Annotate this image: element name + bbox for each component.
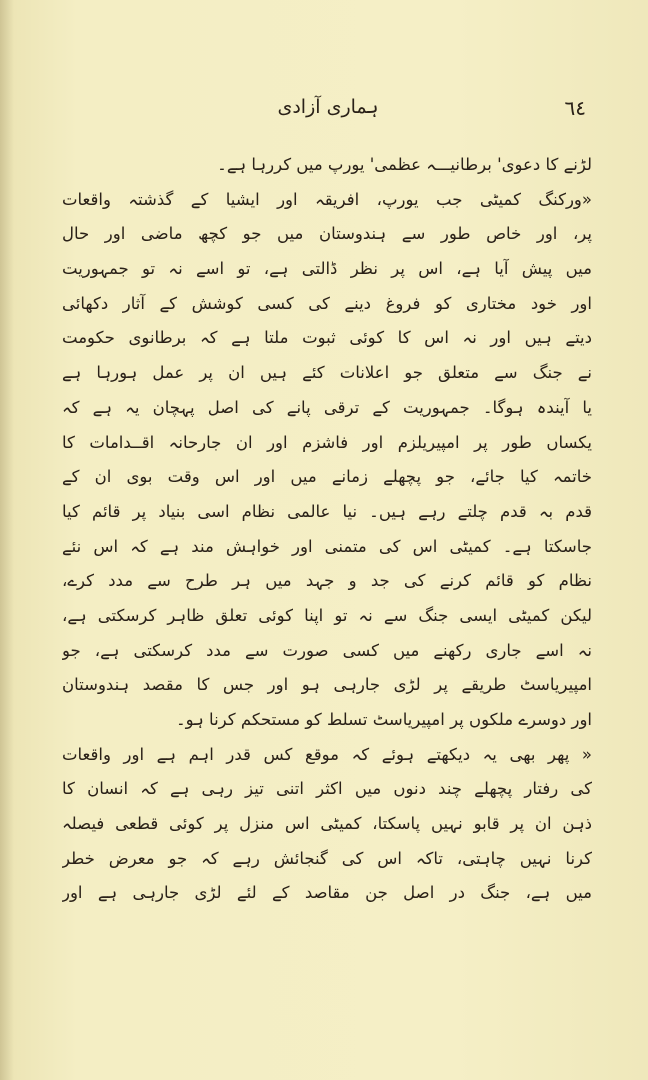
text-line: کی رفتار پچھلے چند دنوں میں اکثر اتنی تیز رہی ہے کہ انسان کا: [62, 779, 592, 799]
text-line: امپیریاسٹ طریقے پر لڑی جارہی ہو اور جس کا مقصد ہندوستان: [62, 675, 592, 695]
text-line: اور خود مختاری کو فروغ دینے کی کسی کوشش کے آثار دکھائی: [62, 293, 592, 313]
text-line: میں پیش آیا ہے، اس پر نظر ڈالتی ہے، تو اسے نہ تو جمہوریت: [62, 259, 592, 279]
text-line: جاسکتا ہے۔ کمیٹی اس کی متمنی اور خواہش مند ہے کہ اس نئے: [62, 536, 592, 556]
text-line: نہ اسے جاری رکھنے میں کسی صورت سے مدد کرسکتی ہے، جو: [62, 640, 592, 660]
text-line: نے جنگ سے متعلق جو اعلانات کئے ہیں ان پر عمل ہورہا ہے: [62, 363, 592, 383]
text-line: «ورکنگ کمیٹی جب یورپ، افریقہ اور ایشیا کے گذشتہ واقعات: [62, 189, 592, 209]
page-header: [70, 96, 586, 126]
text-line: قدم بہ قدم چلتے رہے ہیں۔ نیا عالمی نظام اسی بنیاد پر قائم کیا: [62, 501, 592, 521]
text-line: خاتمہ کیا جائے، جو پچھلے زمانے میں اور اس وقت بوی ان کے: [62, 467, 592, 487]
page-gutter-shadow: [0, 0, 14, 1080]
text-line: ذہن ان پر قابو نہیں پاسکتا، کمیٹی اس منزل پر کوئی قطعی فیصلہ: [62, 814, 592, 834]
text-line: « پھر بھی یہ دیکھتے ہوئے کہ موقع کس قدر اہم ہے اور واقعات: [62, 744, 592, 764]
text-line: یکساں طور پر امپیریلزم اور فاشزم اور ان جارحانہ اقــدامات کا: [62, 432, 592, 452]
text-line: لیکن کمیٹی ایسی جنگ سے نہ تو اپنا کوئی تعلق ظاہر کرسکتی ہے،: [62, 605, 592, 625]
text-line: نظام کو قائم کرنے کی جد و جہد میں ہر طرح سے مدد کرے،: [62, 571, 592, 591]
page-number: ٦٤: [564, 96, 586, 120]
text-line: دیتے ہیں اور نہ اس کا کوئی ثبوت ملتا ہے کہ برطانوی حکومت: [62, 328, 592, 348]
body-text: [62, 148, 592, 911]
running-title: ہماری آزادی: [277, 96, 379, 118]
text-line: اور دوسرے ملکوں پر امپیریاسٹ تسلط کو مستحکم کرنا ہو۔: [175, 710, 592, 729]
text-line: کرنا نہیں چاہتی، تاکہ اس کی گنجائش رہے کہ جو معرض خطر: [62, 848, 592, 868]
text-line: پر، اور خاص طور سے ہندوستان میں جو کچھ ماضی اور حال: [62, 224, 592, 244]
text-line: یا آیندہ ہوگا۔ جمہوریت کے ترقی پانے کی اصل پہچان یہ ہے کہ: [62, 397, 592, 417]
text-line: میں ہے، جنگ در اصل جن مقاصد کے لئے لڑی جارہی ہے اور: [62, 883, 592, 903]
text-line: لڑنے کا دعوی' برطانیـــہ عظمی' یورپ میں کررہا ہے۔: [217, 155, 592, 174]
